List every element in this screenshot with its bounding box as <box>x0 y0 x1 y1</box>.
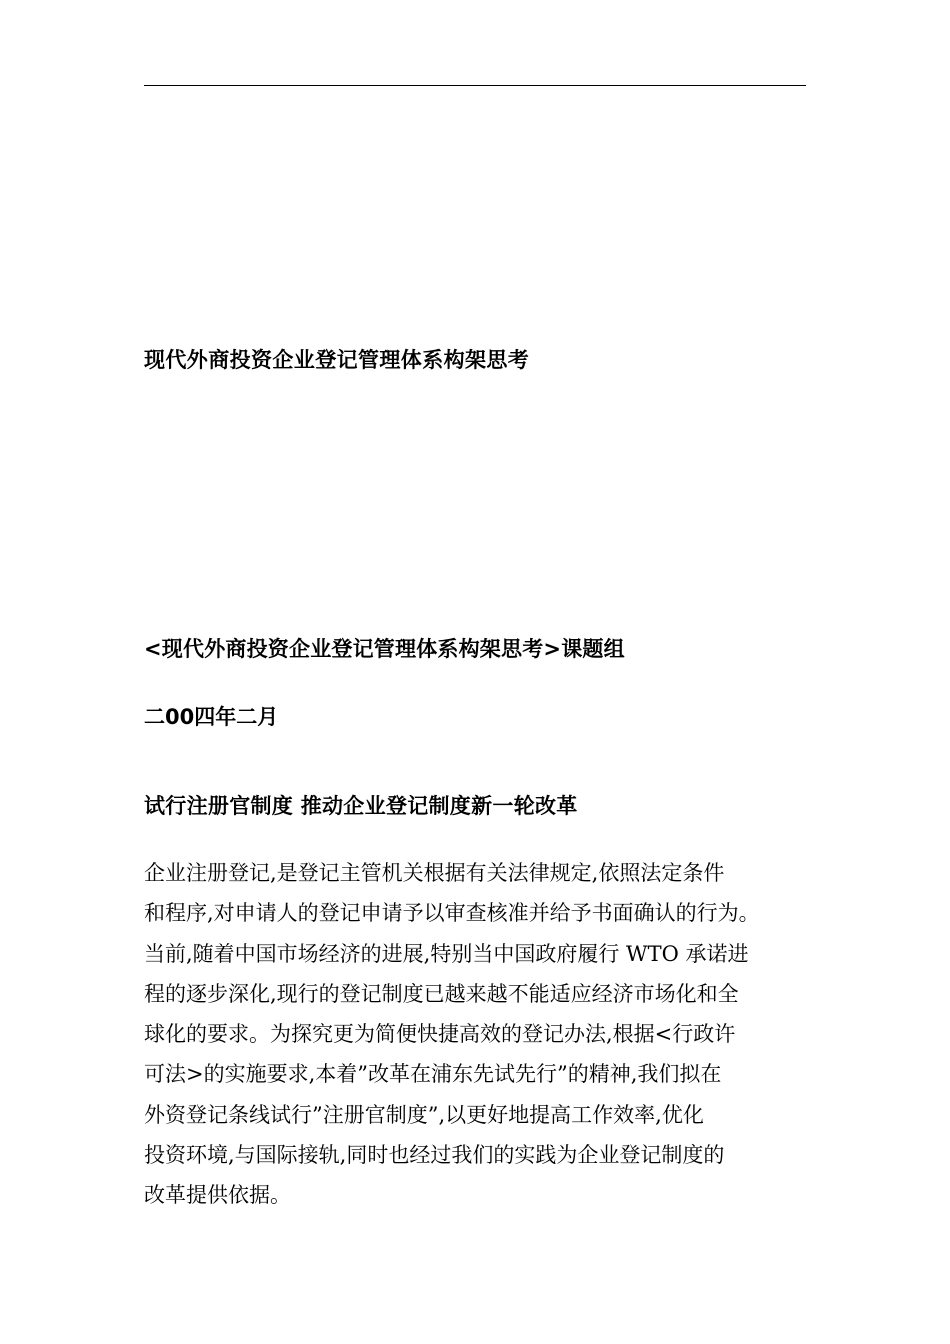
header-rule <box>144 85 806 86</box>
body-line: 企业注册登记,是登记主管机关根据有关法律规定,依照法定条件 <box>144 861 725 885</box>
body-line: 投资环境,与国际接轨,同时也经过我们的实践为企业登记制度的 <box>144 1143 725 1168</box>
body-line: 程的逐步深化,现行的登记制度已越来越不能适应经济市场化和全 <box>144 981 739 1006</box>
section-heading: 试行注册官制度 推动企业登记制度新一轮改革 <box>144 794 578 818</box>
research-group-line: <现代外商投资企业登记管理体系构架思考>课题组 <box>144 637 625 661</box>
document-title: 现代外商投资企业登记管理体系构架思考 <box>144 348 530 372</box>
body-line: 外资登记条线试行”注册官制度”,以更好地提高工作效率,优化 <box>144 1102 704 1127</box>
body-line: 球化的要求。为探究更为简便快捷高效的登记办法,根据<行政许 <box>144 1022 736 1047</box>
body-line: 可法>的实施要求,本着”改革在浦东先试先行”的精神,我们拟在 <box>144 1062 722 1087</box>
document-date: 二00四年二月 <box>144 705 279 729</box>
body-line: 改革提供依据。 <box>144 1183 291 1208</box>
body-line: 和程序,对申请人的登记申请予以审查核准并给予书面确认的行为。 <box>144 901 760 926</box>
body-line: 当前,随着中国市场经济的进展,特别当中国政府履行 WTO 承诺进 <box>144 941 749 966</box>
body-paragraph <box>144 853 814 1216</box>
